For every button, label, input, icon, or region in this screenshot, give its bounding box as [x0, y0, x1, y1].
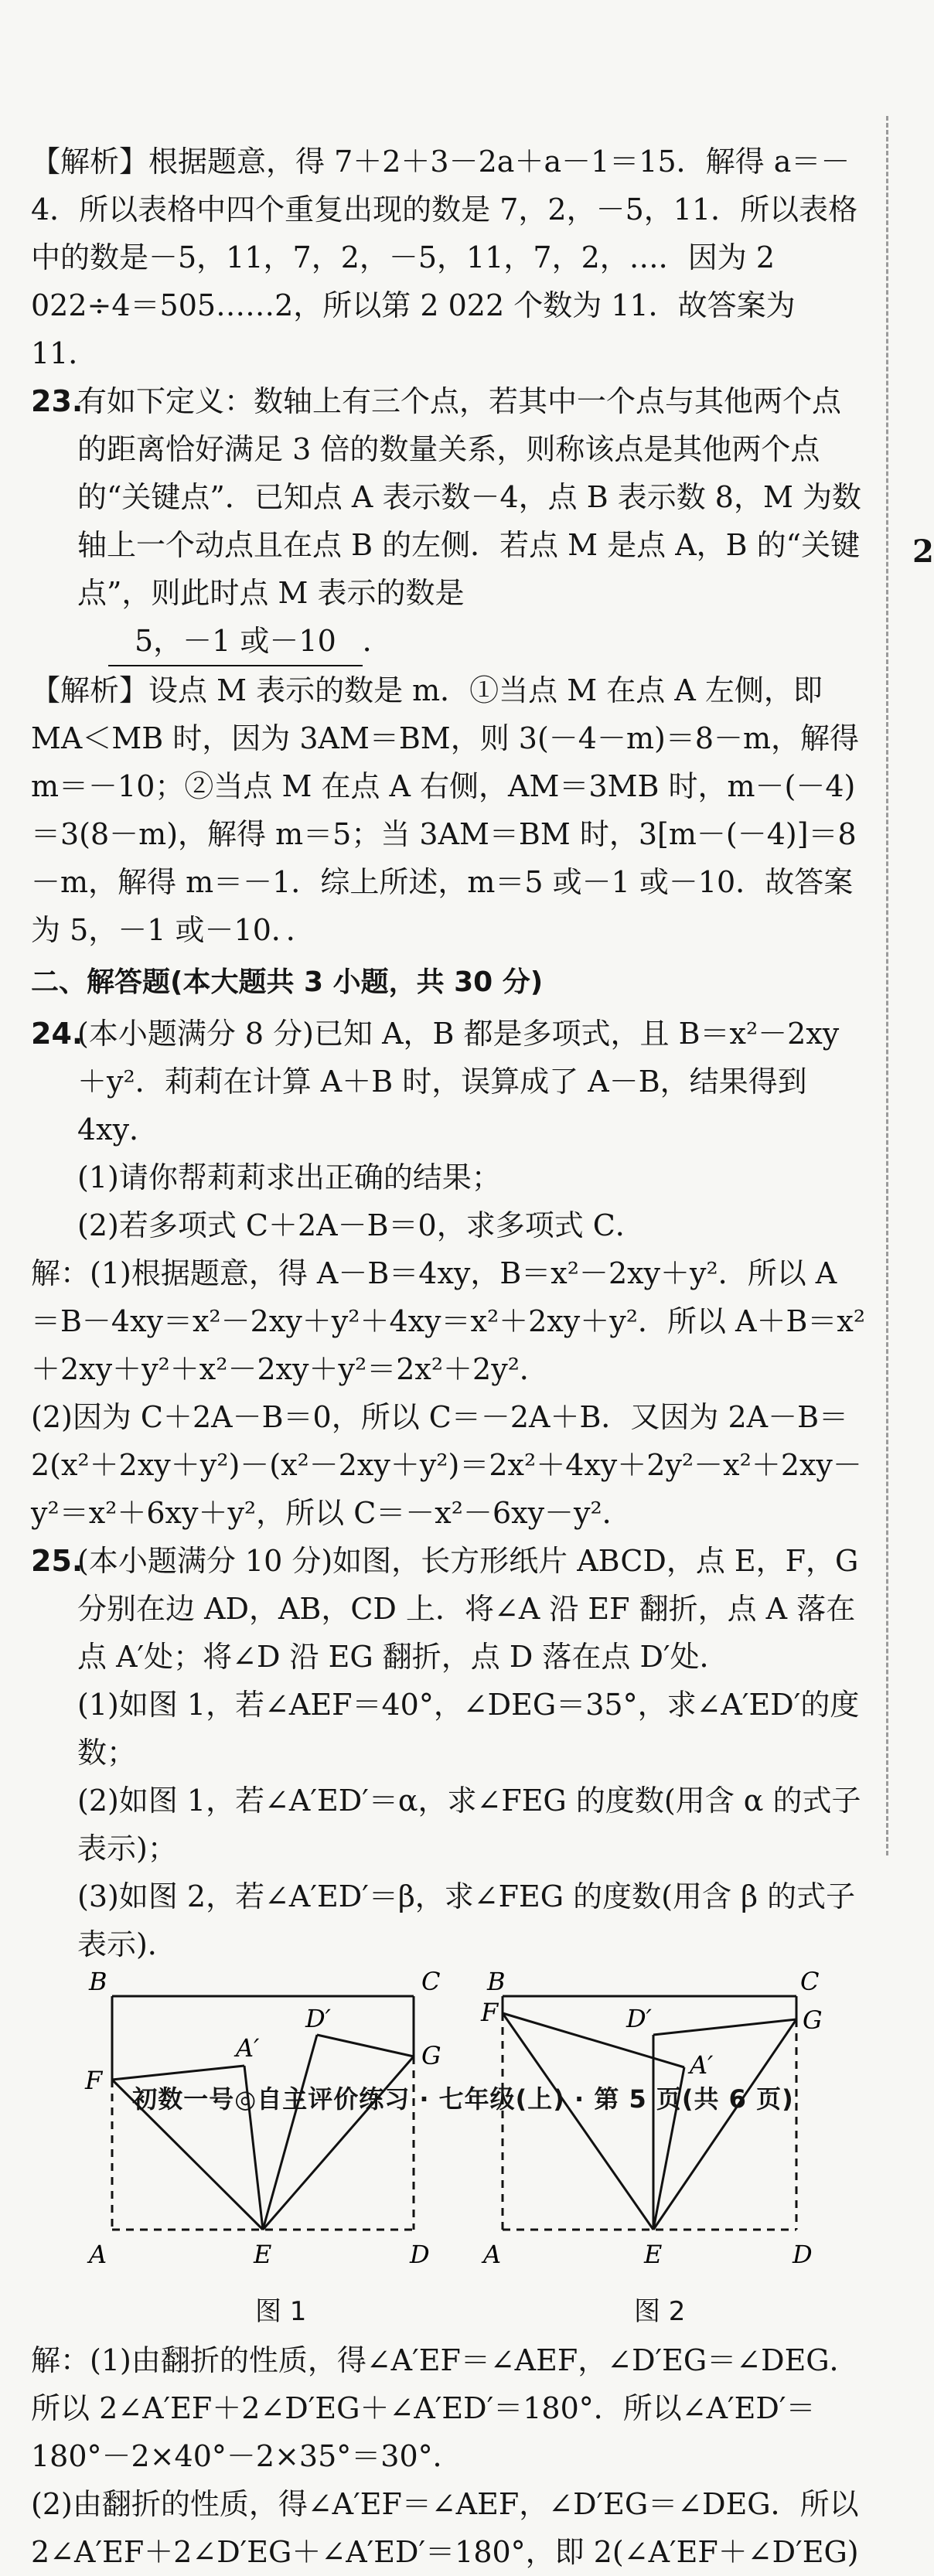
fig1-label-D: D — [410, 2240, 430, 2269]
fig1-label-Ap: A′ — [236, 2033, 260, 2063]
fig2-caption: 图 2 — [634, 2296, 686, 2327]
fig1-label-Dp: D′ — [305, 2004, 331, 2033]
section-heading: 二、解答题(本大题共 3 小题，共 30 分) — [31, 966, 544, 998]
q23-number: 23. — [31, 384, 84, 418]
fig1-label-E: E — [254, 2240, 272, 2269]
fig2-label-Ap: A′ — [690, 2050, 714, 2080]
binding-cut-line — [886, 116, 888, 1855]
fig2-label-Dp: D′ — [626, 2004, 652, 2033]
q23-end: ． — [362, 624, 392, 658]
q23-answer: 5，－1 或－10 — [108, 617, 363, 666]
fig1-caption: 图 1 — [255, 2296, 307, 2327]
q23-text: 有如下定义：数轴上有三个点，若其中一个点与其他两个点的距离恰好满足 3 倍的数量关系，则称该点是其他两个点的“关键点”．已知点 A 表示数－4，点 B 表示数 8，M 为数轴上一个动点且在点 B 的左侧．若点 M 是点 A，B 的“关键点”，则此时点 M 表示的数是 — [77, 384, 861, 610]
figure-2 — [479, 1967, 850, 2282]
fig2-label-B: B — [487, 1967, 506, 1996]
q22-analysis: 【解析】根据题意，得 7＋2＋3－2a＋a－1＝15．解得 a＝－4．所以表格中四个重复出现的数是 7，2，－5，11．所以表格中的数是－5，11，7，2，－5，11，7，2，…．因为 2 022÷4＝505……2，所以第 2 022 个数为 11．故答案为 11． — [31, 145, 858, 370]
q24-solution1: 解：(1)根据题意，得 A－B＝4xy，B＝x²－2xy＋y²．所以 A＝B－4xy＝x²－2xy＋y²＋4xy＝x²＋2xy＋y²．所以 A＋B＝x²＋2xy＋y²＋x²－2xy＋y²＝2x²＋2y²． — [31, 1256, 866, 1386]
q24-sub1: (1)请你帮莉莉求出正确的结果； — [77, 1160, 501, 1194]
q25-sub1: (1)如图 1，若∠AEF＝40°，∠DEG＝35°，求∠A′ED′的度数； — [77, 1688, 860, 1770]
q25-sub2: (2)如图 1，若∠A′ED′＝α，求∠FEG 的度数(用含 α 的式子表示)； — [77, 1784, 861, 1866]
q24-number: 24. — [31, 1017, 84, 1051]
fig2-label-D: D — [793, 2240, 813, 2269]
fig1-label-B: B — [89, 1967, 107, 1996]
fig2-label-C: C — [800, 1967, 820, 1996]
fig2-label-F: F — [481, 1998, 499, 2027]
main-content — [31, 138, 866, 2576]
q25-text: (本小题满分 10 分)如图，长方形纸片 ABCD，点 E，F，G 分别在边 AD，AB，CD 上．将∠A 沿 EF 翻折，点 A 落在点 A′处；将∠D 沿 EG 翻折，点 D 落在点 D′处． — [77, 1544, 859, 1674]
q25-number: 25. — [31, 1544, 84, 1578]
q25-solution2: (2)由翻折的性质，得∠A′EF＝∠AEF，∠D′EG＝∠DEG．所以 2∠A′EF＋2∠D′EG＋∠A′ED′＝180°，即 2(∠A′EF＋∠D′EG) — [31, 2487, 859, 2569]
q24-solution2: (2)因为 C＋2A－B＝0，所以 C＝－2A＋B．又因为 2A－B＝2(x²＋2xy＋y²)－(x²－2xy＋y²)＝2x²＋4xy＋2y²－x²＋2xy－y²＝x²＋6xy＋y²，所以 C＝－x²－6xy－y²． — [31, 1400, 862, 1530]
q24-sub2: (2)若多项式 C＋2A－B＝0，求多项式 C． — [77, 1208, 645, 1242]
q23-analysis: 【解析】设点 M 表示的数是 m．①当点 M 在点 A 左侧，即 MA＜MB 时，因为 3AM＝BM，则 3(－4－m)＝8－m，解得 m＝－10；②当点 M 在点 A 右侧，AM＝3MB 时，m－(－4)＝3(8－m)，解得 m＝5；当 3AM＝BM 时，3[m－(－4)]＝8－m，解得 m＝－1．综上所述，m＝5 或－1 或－10．故答案为 5，－1 或－10．． — [31, 673, 860, 947]
q25-solution1: 解：(1)由翻折的性质，得∠A′EF＝∠AEF，∠D′EG＝∠DEG．所以 2∠A′EF＋2∠D′EG＋∠A′ED′＝180°．所以∠A′ED′＝180°－2×40°－2×35°＝30°． — [31, 2343, 859, 2473]
q24-text: (本小题满分 8 分)已知 A，B 都是多项式，且 B＝x²－2xy＋y²．莉莉在计算 A＋B 时，误算成了 A－B，结果得到 4xy． — [77, 1017, 840, 1147]
fig2-label-A: A — [483, 2240, 502, 2269]
fig2-label-G: G — [803, 2005, 823, 2035]
figures — [31, 1967, 866, 2336]
fig1-label-A: A — [89, 2240, 107, 2269]
fig1-label-F: F — [85, 2066, 103, 2095]
q24 — [31, 1010, 866, 1153]
q25-sub3: (3)如图 2，若∠A′ED′＝β，求∠FEG 的度数(用含 β 的式子表示)． — [77, 1879, 856, 1961]
page-footer: 初数一号◎自主评价练习 · 七年级(上) · 第 5 页(共 6 页) — [132, 2084, 794, 2114]
fig2-label-E: E — [644, 2240, 663, 2269]
fig1-label-G: G — [421, 2041, 441, 2070]
q25 — [31, 1537, 866, 1681]
edge-page-fragment: 2 — [912, 533, 934, 570]
fig1-label-C: C — [421, 1967, 441, 1996]
q23 — [31, 377, 866, 666]
figure-1 — [77, 1967, 495, 2282]
